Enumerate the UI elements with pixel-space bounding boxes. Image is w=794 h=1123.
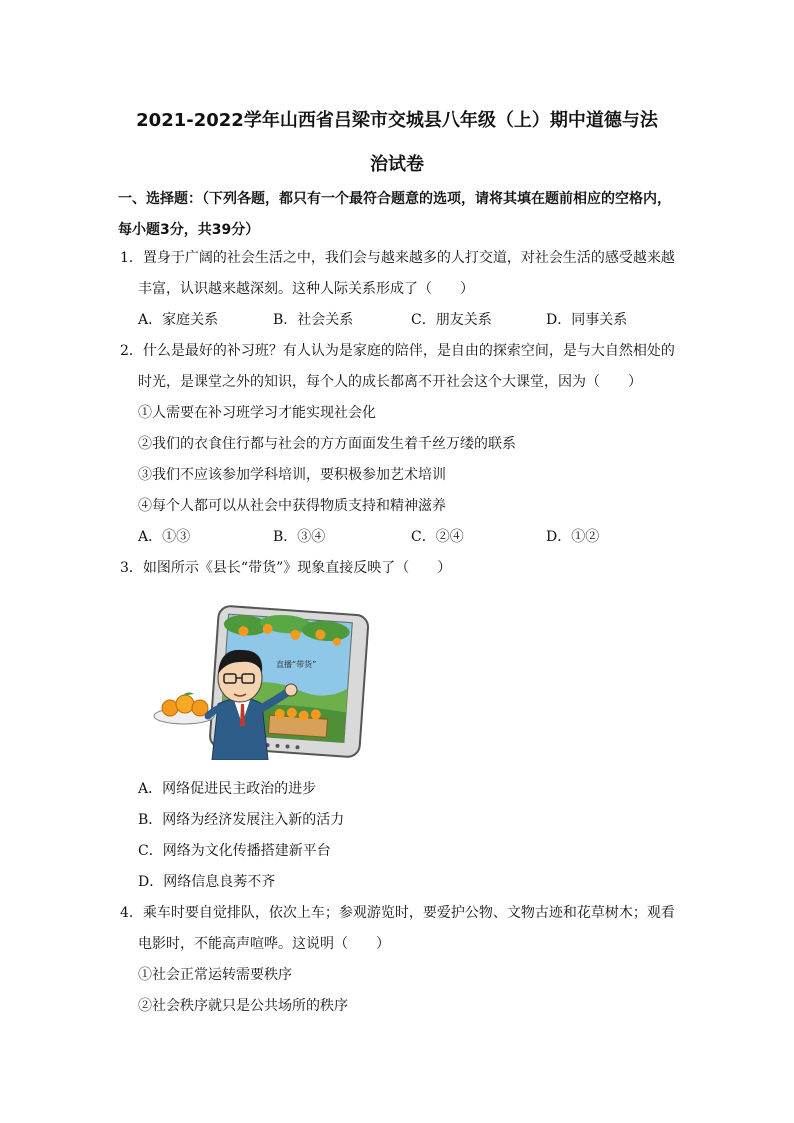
q2-statement-4: ④每个人都可以从社会中获得物质支持和精神滋养 [138, 498, 446, 514]
exam-title-line2: 治试卷 [370, 154, 424, 175]
q1-option-a: A．家庭关系 [138, 312, 219, 328]
q4-statement-1: ①社会正常运转需要秩序 [138, 967, 292, 983]
q1-stem-line1: 1．置身于广阔的社会生活之中，我们会与越来越多的人打交道，对社会生活的感受越来越 [120, 250, 675, 266]
q2-option-a: A．①③ [138, 529, 191, 545]
q1-option-b: B．社会关系 [273, 312, 354, 328]
section-heading-line1: 一、选择题：（下列各题，都只有一个最符合题意的选项，请将其填在题前相应的空格内， [118, 191, 671, 207]
livestream-cartoon-image [152, 604, 378, 760]
q2-statement-3: ③我们不应该参加学科培训，要积极参加艺术培训 [138, 467, 446, 483]
q1-option-d: D．同事关系 [546, 312, 628, 328]
q1-stem-line2: 丰富，认识越来越深刻。这种人际关系形成了（ ） [138, 281, 474, 297]
section-heading [118, 184, 688, 246]
q2-statement-2: ②我们的衣食住行都与社会的方方面面发生着千丝万缕的联系 [138, 436, 516, 452]
q2-stem-line2: 时光，是课堂之外的知识，每个人的成长都离不开社会这个大课堂，因为（ ） [138, 374, 642, 390]
q4-stem-line2: 电影时，不能高声喧哗。这说明（ ） [138, 936, 390, 952]
q3-stem-line1: 3．如图所示《县长“带货”》现象直接反映了（ ） [120, 560, 452, 576]
q2-stem-line1: 2．什么是最好的补习班？有人认为是家庭的陪伴，是自由的探索空间，是与大自然相处的 [120, 343, 675, 359]
q1-option-c: C．朋友关系 [411, 312, 492, 328]
q3-option-d: D．网络信息良莠不齐 [138, 874, 276, 890]
exam-title-line1: 2021-2022学年山西省吕梁市交城县八年级（上）期中道德与法 [136, 110, 658, 131]
q2-option-b: B．③④ [273, 529, 326, 545]
q4-stem-line1: 4．乘车时要自觉排队，依次上车；参观游览时，要爱护公物、文物古迹和花草树木；观看 [120, 905, 675, 921]
q3-option-c: C．网络为文化传播搭建新平台 [138, 843, 331, 859]
q3-option-b: B．网络为经济发展注入新的活力 [138, 812, 345, 828]
q2-statement-1: ①人需要在补习班学习才能实现社会化 [138, 405, 376, 421]
q2-option-d: D．①② [546, 529, 600, 545]
section-heading-line2: 每小题3分，共39分） [118, 222, 260, 238]
figure-label: 直播“带货” [276, 660, 317, 669]
q2-option-c: C．②④ [411, 529, 464, 545]
q4-statement-2: ②社会秩序就只是公共场所的秩序 [138, 998, 348, 1014]
q3-option-a: A．网络促进民主政治的进步 [138, 781, 317, 797]
